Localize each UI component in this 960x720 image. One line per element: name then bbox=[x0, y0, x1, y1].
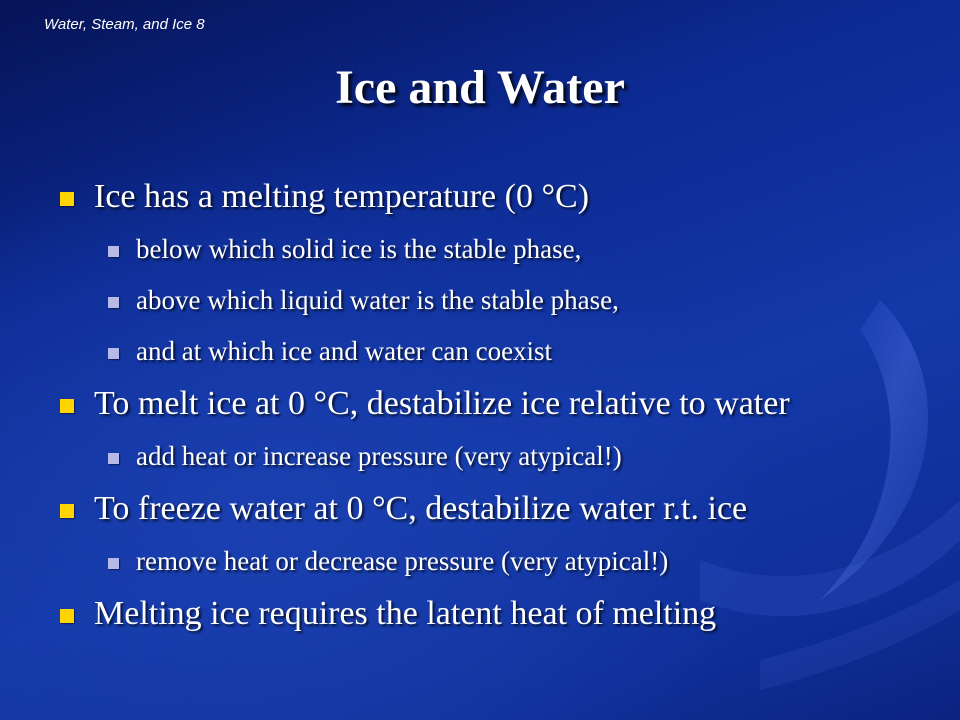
bullet-text: To freeze water at 0 °C, destabilize water r.t. ice bbox=[94, 490, 748, 527]
square-bullet-icon bbox=[108, 297, 119, 308]
bullet-item-level2 bbox=[58, 224, 948, 275]
square-bullet-icon bbox=[108, 558, 119, 569]
square-bullet-icon bbox=[108, 453, 119, 464]
bullet-text: To melt ice at 0 °C, destabilize ice relative to water bbox=[94, 385, 790, 422]
square-bullet-icon bbox=[108, 348, 119, 359]
bullet-item-level1 bbox=[58, 170, 948, 224]
bullet-text: Ice has a melting temperature (0 °C) bbox=[94, 178, 590, 215]
square-bullet-icon bbox=[60, 192, 74, 206]
bullet-text: add heat or increase pressure (very atypical!) bbox=[136, 441, 622, 471]
bullet-item-level2 bbox=[58, 431, 948, 482]
square-bullet-icon bbox=[108, 246, 119, 257]
bullet-text: remove heat or decrease pressure (very atypical!) bbox=[136, 546, 669, 576]
bullet-list bbox=[58, 170, 948, 641]
square-bullet-icon bbox=[60, 504, 74, 518]
square-bullet-icon bbox=[60, 399, 74, 413]
bullet-item-level1 bbox=[58, 587, 948, 641]
bullet-text: below which solid ice is the stable phase, bbox=[136, 234, 582, 264]
slide-header-label: Water, Steam, and Ice 8 bbox=[44, 16, 205, 33]
bullet-item-level2 bbox=[58, 326, 948, 377]
square-bullet-icon bbox=[60, 609, 74, 623]
bullet-item-level2 bbox=[58, 275, 948, 326]
bullet-text: and at which ice and water can coexist bbox=[136, 336, 553, 366]
bullet-item-level2 bbox=[58, 536, 948, 587]
bullet-text: above which liquid water is the stable phase, bbox=[136, 285, 619, 315]
bullet-item-level1 bbox=[58, 482, 948, 536]
slide-title: Ice and Water bbox=[335, 61, 625, 114]
bullet-text: Melting ice requires the latent heat of melting bbox=[94, 595, 717, 632]
bullet-item-level1 bbox=[58, 377, 948, 431]
